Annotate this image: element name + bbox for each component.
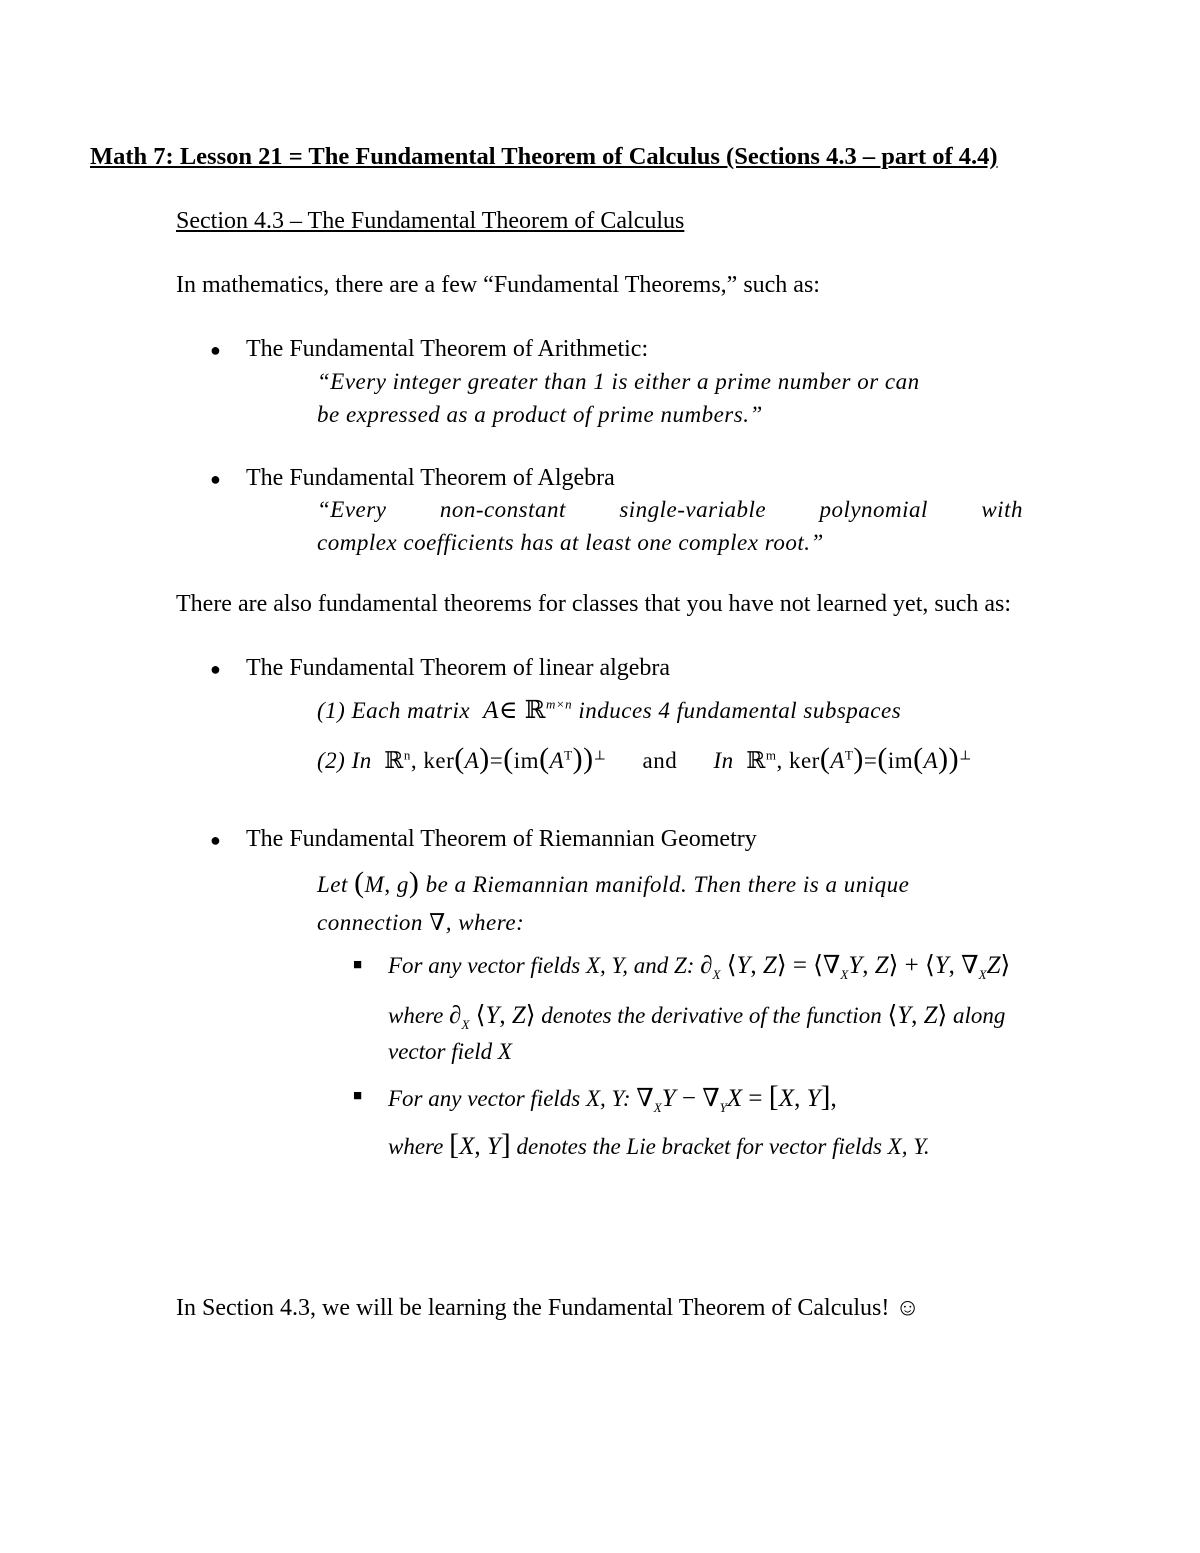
math-expression: $\partial_X$ ⟨Y, Z⟩ (449, 1002, 536, 1032)
theorem-algebra-quote-1 (317, 497, 1023, 523)
math-expression: $\partial_X$ ⟨Y, Z⟩ = $⟨\nabla_XY$, Z⟩ + ⟨Y, $\nabla_XZ⟩$ (700, 952, 1011, 982)
text-segment: where (388, 1134, 444, 1159)
riemann-sub-1-end: vector field X (388, 1039, 512, 1064)
square-bullet-icon: ■ (353, 1088, 363, 1104)
riemann-line-1 (317, 866, 909, 900)
text-segment: (1) Each matrix (317, 698, 471, 723)
bullet-icon: ● (210, 340, 221, 360)
linear-algebra-item-2 (317, 742, 972, 776)
page-title: Math 7: Lesson 21 = The Fundamental Theorem of Calculus (Sections 4.3 – part of 4.4) (90, 143, 998, 170)
section-heading: Section 4.3 – The Fundamental Theorem of Calculus (176, 208, 685, 234)
closing-paragraph: In Section 4.3, we will be learning the Fundamental Theorem of Calculus! ☺ (176, 1295, 920, 1321)
bullet-icon: ● (210, 469, 221, 489)
quote-word: non-constant (439, 497, 566, 522)
text-segment: denotes the Lie bracket for vector fields X, Y. (516, 1134, 930, 1159)
text-segment: denotes the derivative of the function (541, 1003, 882, 1028)
quote-word: polynomial (819, 497, 928, 522)
square-bullet-icon: ■ (353, 957, 363, 973)
theorem-riemann-name: The Fundamental Theorem of Riemannian Geometry (246, 826, 757, 852)
theorem-arithmetic-quote-1: “Every integer greater than 1 is either a prime number or can (317, 369, 920, 394)
riemann-sub-2 (388, 1080, 837, 1116)
text-segment: induces 4 fundamental subspaces (578, 698, 902, 723)
math-expression: ℝ$^m$, $ker(A^T)=(im(A))^\perp$ (739, 742, 972, 775)
text-segment: where (388, 1003, 444, 1028)
text-segment: and (642, 748, 678, 773)
theorem-arithmetic-quote-2: be expressed as a product of prime numbers.” (317, 402, 763, 427)
text-segment: along (953, 1003, 1006, 1028)
math-expression: [X, Y] (449, 1128, 511, 1161)
intro-paragraph: In mathematics, there are a few “Fundamental Theorems,” such as: (176, 272, 820, 298)
text-segment: In (713, 748, 734, 773)
math-expression: ℝ$^n$, $ker(A)=(im(A^T))^\perp$ (377, 742, 607, 775)
also-paragraph: There are also fundamental theorems for classes that you have not learned yet, such as: (176, 591, 1012, 617)
riemann-sub-2-where (388, 1128, 930, 1162)
math-expression: A∈ ℝ$^{m\times n}$ (476, 696, 573, 724)
math-expression: $\nabla_XY - \nabla_YX = [X$, Y], (636, 1080, 837, 1115)
text-segment: , where: (445, 910, 525, 935)
text-segment: (2) In (317, 748, 372, 773)
theorem-linear-algebra-name: The Fundamental Theorem of linear algebra (246, 655, 671, 681)
theorem-algebra-quote-2: complex coefficients has at least one complex root.” (317, 530, 824, 555)
linear-algebra-item-1 (317, 695, 901, 725)
text-segment: be a Riemannian manifold. Then there is a unique (425, 872, 910, 897)
text-segment: Let (317, 872, 348, 897)
math-expression: (M, g) (354, 866, 420, 899)
theorem-arithmetic-name: The Fundamental Theorem of Arithmetic: (246, 336, 649, 362)
text-segment: For any vector fields X, Y: (388, 1086, 631, 1111)
math-expression: ⟨Y, Z⟩ (887, 1002, 948, 1029)
text-segment: connection (317, 910, 423, 935)
text-segment: For any vector fields X, Y, and Z: (388, 953, 695, 978)
riemann-line-2: connection ∇, where: (317, 910, 525, 935)
riemann-sub-1 (388, 950, 1010, 983)
quote-word: “Every (317, 497, 387, 522)
quote-word: with (981, 497, 1023, 522)
riemann-sub-1-where (388, 1000, 1005, 1033)
theorem-algebra-name: The Fundamental Theorem of Algebra (246, 465, 615, 491)
bullet-icon: ● (210, 830, 221, 850)
bullet-icon: ● (210, 659, 221, 679)
quote-word: single-variable (619, 497, 767, 522)
